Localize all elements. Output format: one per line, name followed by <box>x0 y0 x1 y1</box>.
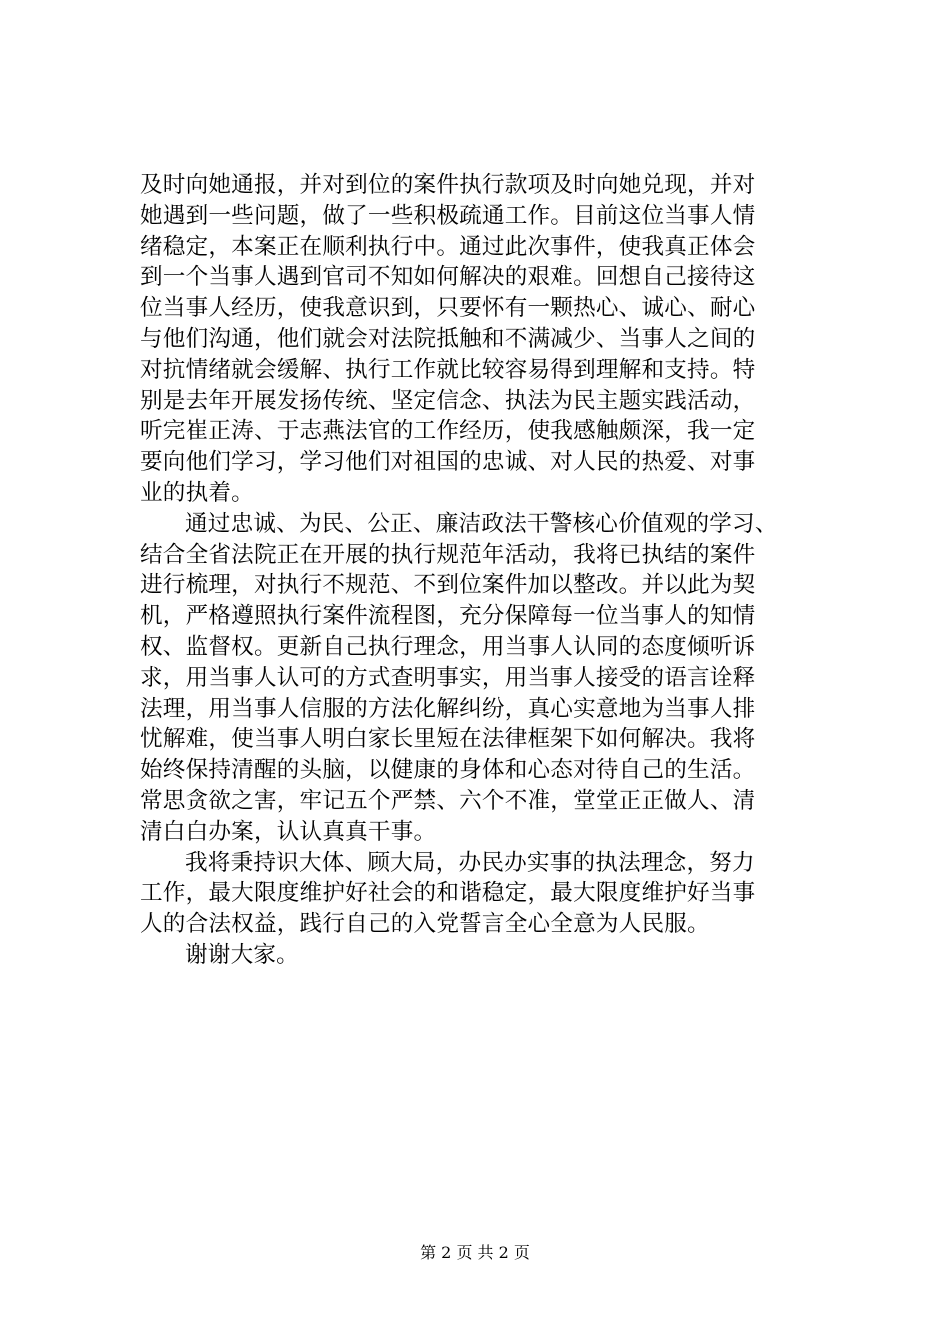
text-line: 位当事人经历，使我意识到，只要怀有一颗热心、诚心、耐心 <box>140 295 756 322</box>
text-line: 工作，最大限度维护好社会的和谐稳定，最大限度维护好当事 <box>140 880 756 907</box>
text-line: 通过忠诚、为民、公正、廉洁政法干警核心价值观的学习、 <box>185 510 778 537</box>
text-line: 忧解难，使当事人明白家长里短在法律框架下如何解决。我将 <box>140 726 756 753</box>
text-line: 始终保持清醒的头脑，以健康的身体和心态对待自己的生活。 <box>140 757 756 784</box>
text-line: 到一个当事人遇到官司不知如何解决的艰难。回想自己接待这 <box>140 264 756 291</box>
text-line: 我将秉持识大体、顾大局，办民办实事的执法理念，努力 <box>185 849 755 876</box>
text-line: 机，严格遵照执行案件流程图，充分保障每一位当事人的知情 <box>140 603 756 630</box>
text-line: 求，用当事人认可的方式查明事实，用当事人接受的语言诠释 <box>140 664 756 691</box>
text-line: 听完崔正涛、于志燕法官的工作经历，使我感触颇深，我一定 <box>140 418 756 445</box>
text-line: 业的执着。 <box>140 479 254 506</box>
text-line: 及时向她通报，并对到位的案件执行款项及时向她兑现，并对 <box>140 172 756 198</box>
text-line: 别是去年开展发扬传统、坚定信念、执法为民主题实践活动， <box>140 387 756 414</box>
text-line: 权、监督权。更新自己执行理念，用当事人认同的态度倾听诉 <box>140 633 756 660</box>
text-line: 常思贪欲之害，牢记五个严禁、六个不准，堂堂正正做人、清 <box>140 787 756 814</box>
text-line: 清白白办案，认认真真干事。 <box>140 818 437 845</box>
text-line: 与他们沟通，他们就会对法院抵触和不满减少、当事人之间的 <box>140 325 756 352</box>
text-line: 她遇到一些问题，做了一些积极疏通工作。目前这位当事人情 <box>140 202 756 229</box>
text-line: 谢谢大家。 <box>185 941 299 968</box>
text-line: 对抗情绪就会缓解、执行工作就比较容易得到理解和支持。特 <box>140 356 756 383</box>
document-body <box>140 170 830 971</box>
page-footer: 第 2 页 共 2 页 <box>420 1243 530 1262</box>
text-line: 人的合法权益，践行自己的入党誓言全心全意为人民服。 <box>140 911 710 938</box>
text-line: 绪稳定，本案正在顺利执行中。通过此次事件，使我真正体会 <box>140 233 756 260</box>
text-line: 进行梳理，对执行不规范、不到位案件加以整改。并以此为契 <box>140 572 756 599</box>
text-line: 要向他们学习，学习他们对祖国的忠诚、对人民的热爱、对事 <box>140 449 756 476</box>
text-line: 结合全省法院正在开展的执行规范年活动，我将已执结的案件 <box>140 541 756 568</box>
text-line: 法理，用当事人信服的方法化解纠纷，真心实意地为当事人排 <box>140 695 756 722</box>
